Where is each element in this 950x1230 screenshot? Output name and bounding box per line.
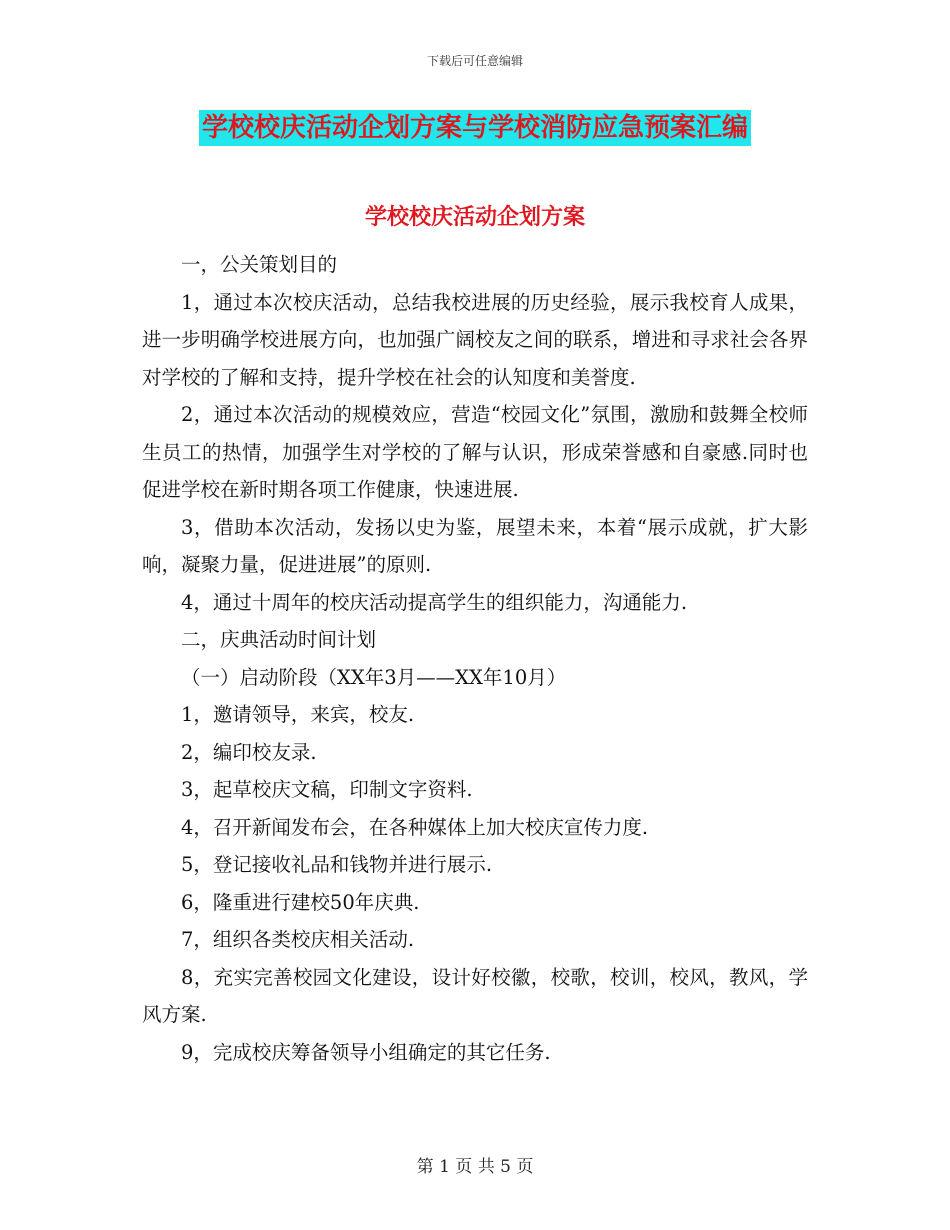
header-note: 下载后可任意编辑 <box>426 54 523 68</box>
paragraph: 3，借助本次活动，发扬以史为鉴，展望未来，本着“展示成就，扩大影响，凝聚力量，促进进展”的原则. <box>142 515 808 576</box>
paragraph: 5，登记接收礼品和钱物并进行展示. <box>181 853 493 876</box>
paragraph: 4，召开新闻发布会，在各种媒体上加大校庆宣传力度. <box>181 815 649 839</box>
paragraph: （一）启动阶段（XX年3月——XX年10月） <box>181 665 567 689</box>
paragraph: 3，起草校庆文稿，印制文字资料. <box>181 778 473 801</box>
paragraph: 8，充实完善校园文化建设，设计好校徽，校歌，校训，校风，教风，学风方案. <box>142 965 808 1026</box>
paragraph: 9，完成校庆筹备领导小组确定的其它任务. <box>181 1040 551 1064</box>
paragraph: 4，通过十周年的校庆活动提高学生的组织能力，沟通能力. <box>181 590 688 614</box>
paragraph: 7，组织各类校庆相关活动. <box>181 928 415 951</box>
section-title: 学校校庆活动企划方案 <box>364 204 585 230</box>
main-title-container <box>0 110 950 146</box>
main-title: 学校校庆活动企划方案与学校消防应急预案汇编 <box>199 110 751 146</box>
document-body <box>142 246 808 1071</box>
paragraph: 6，隆重进行建校50年庆典. <box>181 890 420 914</box>
paragraph: 1，通过本次校庆活动，总结我校进展的历史经验，展示我校育人成果，进一步明确学校进展方向，也加强广阔校友之间的联系，增进和寻求社会各界对学校的了解和支持，提升学校在社会的认知度和美誉度. <box>142 290 808 389</box>
paragraph: 二，庆典活动时间计划 <box>181 628 377 651</box>
paragraph: 1，邀请领导，来宾，校友. <box>181 703 415 726</box>
page-number-footer: 第 1 页 共 5 页 <box>416 1157 534 1177</box>
paragraph: 2，通过本次活动的规模效应，营造“校园文化”氛围，激励和鼓舞全校师生员工的热情，加强学生对学校的了解与认识，形成荣誉感和自豪感.同时也促进学校在新时期各项工作健康，快速进展. <box>142 403 808 501</box>
paragraph: 一，公关策划目的 <box>181 253 338 276</box>
paragraph: 2，编印校友录. <box>181 740 317 764</box>
